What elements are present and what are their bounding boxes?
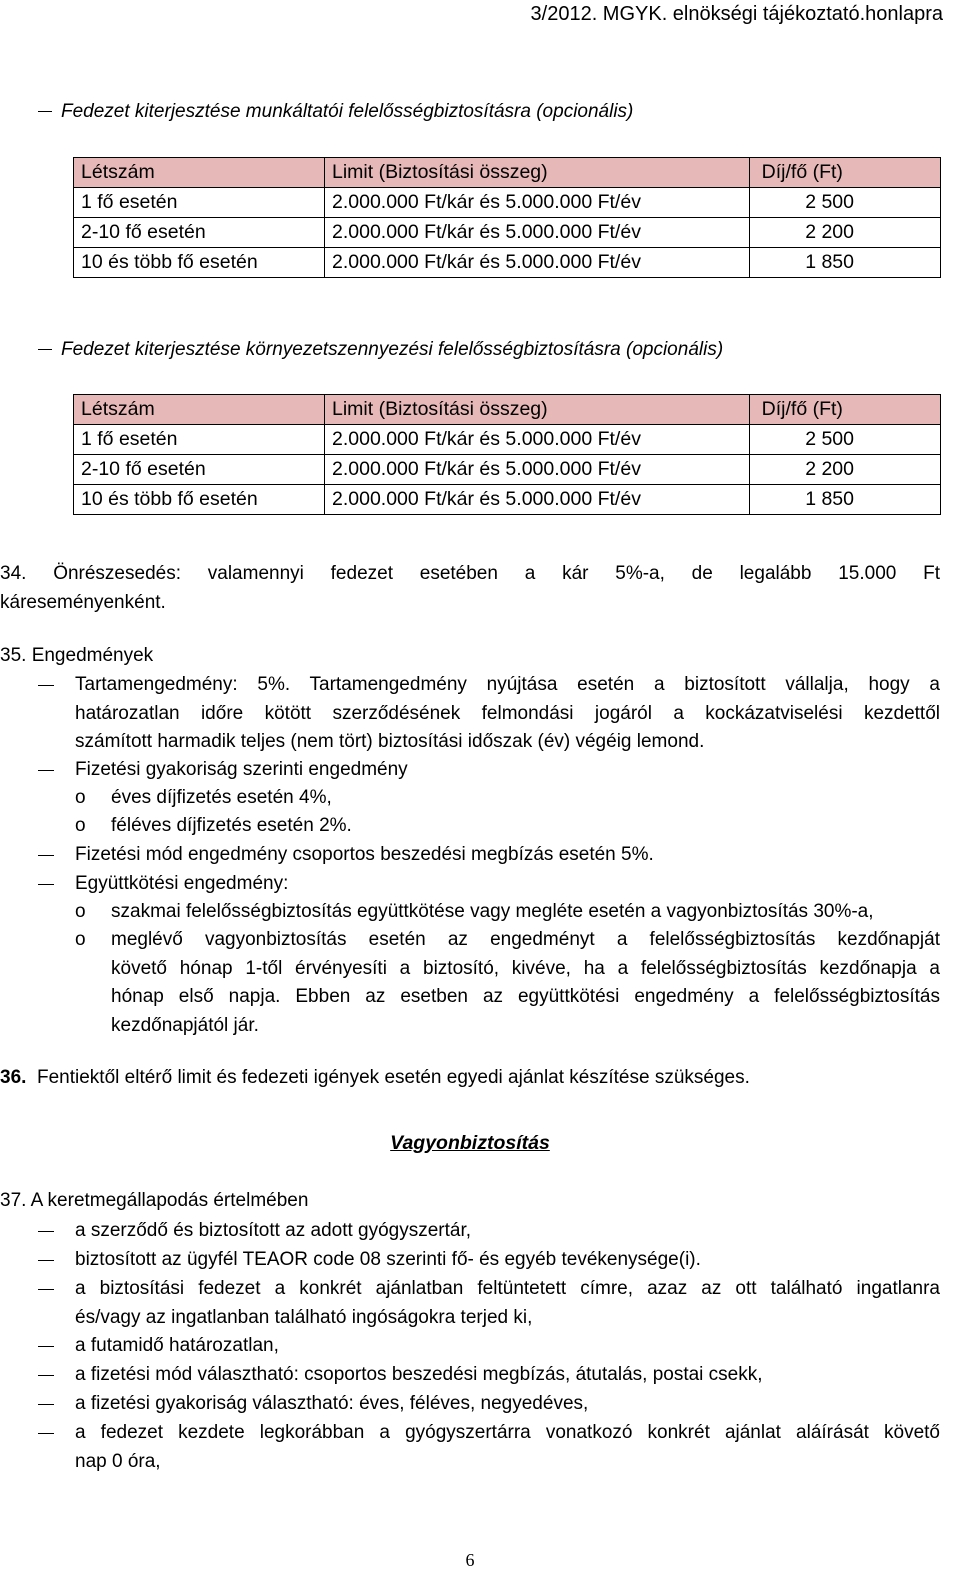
table-row: [74, 485, 941, 515]
item-35-bullet-1: [75, 671, 940, 757]
dash-bullet-icon: [38, 1404, 54, 1405]
item-37-bullet-3: [75, 1275, 940, 1332]
sub-item: éves díjfizetés esetén 4%,: [111, 787, 332, 808]
page-number: 6: [465, 1550, 475, 1570]
text-line: kezdőnapjától jár.: [111, 1014, 259, 1036]
table-cell: 1 fő esetén: [74, 188, 325, 218]
item-37-bullet-4: a futamidő határozatlan,: [75, 1335, 279, 1356]
sub-item: féléves díjfizetés esetén 2%.: [111, 815, 352, 836]
dash-bullet-icon: [38, 1260, 54, 1261]
table-cell: 2.000.000 Ft/kár és 5.000.000 Ft/év: [325, 188, 750, 218]
employer-liability-table: [73, 157, 941, 278]
text-line: Tartamengedmény: 5%. Tartamengedmény nyújtása esetén a biztosított vállalja, hogy a: [75, 674, 940, 695]
item-37-bullet-2: biztosított az ügyfél TEAOR code 08 szerinti fő- és egyéb tevékenysége(i).: [75, 1249, 701, 1270]
column-header: Limit (Biztosítási összeg): [325, 158, 750, 188]
dash-bullet-icon: [38, 349, 52, 350]
item-36-text: Fentiektől eltérő limit és fedezeti igények esetén egyedi ajánlat készítése szükséges.: [37, 1067, 750, 1088]
table-cell: 2.000.000 Ft/kár és 5.000.000 Ft/év: [325, 218, 750, 248]
column-header: Létszám: [74, 395, 325, 425]
table-cell: 2.000.000 Ft/kár és 5.000.000 Ft/év: [325, 425, 750, 455]
column-header: Limit (Biztosítási összeg): [325, 395, 750, 425]
dash-bullet-icon: [38, 770, 54, 771]
text-line: a biztosítási fedezet a konkrét ajánlatban feltüntetett címre, azaz az ott található ingatlanra: [75, 1278, 940, 1299]
table-cell: 2-10 fő esetén: [74, 218, 325, 248]
item-34-line: káreseményenként.: [0, 591, 166, 613]
column-header: Létszám: [74, 158, 325, 188]
environment-liability-bullet: [38, 339, 723, 361]
item-37-bullet-5: a fizetési mód választható: csoportos beszedési megbízás, átutalás, postai csekk,: [75, 1364, 763, 1385]
text-line: határozatlan időre kötött szerződésének felmondási jogáról a kockázatviselési kezdettől: [75, 702, 940, 724]
item-36-number: 36.: [0, 1067, 27, 1088]
table-cell: 2 200: [749, 455, 940, 485]
item-35-bullet-3: Fizetési mód engedmény csoportos beszedési megbízás esetén 5%.: [75, 844, 654, 865]
employer-liability-text: Fedezet kiterjesztése munkáltatói felelősségbiztosításra (opcionális): [61, 101, 634, 122]
item-34: [0, 560, 940, 617]
table-row: [74, 425, 941, 455]
text-line: hónap első napja. Ebben az esetben az együttkötési engedmény a felelősségbiztosítás: [111, 986, 940, 1007]
table-cell: 10 és több fő esetén: [74, 248, 325, 278]
dash-bullet-icon: [38, 1375, 54, 1376]
sub-marker: o: [75, 929, 86, 950]
table-row: [74, 188, 941, 218]
text-line: számított harmadik teljes (nem tört) biztosítási időszak (év) végéig lemond.: [75, 731, 705, 752]
sub-marker: o: [75, 787, 86, 808]
section-title: Vagyonbiztosítás: [390, 1132, 550, 1154]
text-line: követő hónap 1-től érvényesíti a biztosító, kivéve, ha a felelősségbiztosítás kezdőnapja a: [111, 957, 940, 979]
table-cell: 1 fő esetén: [74, 425, 325, 455]
table-row: [74, 248, 941, 278]
sub-marker: o: [75, 901, 86, 922]
dash-bullet-icon: [38, 1346, 54, 1347]
text-line: és/vagy az ingatlanban található ingóságokra terjed ki,: [75, 1306, 533, 1328]
text-line: a fedezet kezdete legkorábban a gyógyszertárra vonatkozó konkrét ajánlat aláírását követő: [75, 1422, 940, 1443]
column-header: Díj/fő (Ft): [749, 158, 940, 188]
table-cell: 2.000.000 Ft/kár és 5.000.000 Ft/év: [325, 455, 750, 485]
table-cell: 2 500: [749, 425, 940, 455]
table-row: [74, 218, 941, 248]
column-header: Díj/fő (Ft): [749, 395, 940, 425]
running-header: 3/2012. MGYK. elnökségi tájékoztató.honlapra: [530, 3, 943, 25]
employer-liability-bullet: [38, 101, 633, 123]
item-37-bullet-1: a szerződő és biztosított az adott gyógyszertár,: [75, 1220, 472, 1241]
text-line: nap 0 óra,: [75, 1450, 161, 1472]
text-line: meglévő vagyonbiztosítás esetén az engedményt a felelősségbiztosítás kezdőnapját: [111, 929, 940, 950]
dash-bullet-icon: [38, 884, 54, 885]
table-cell: 2-10 fő esetén: [74, 455, 325, 485]
dash-bullet-icon: [38, 1289, 54, 1290]
sub-item: szakmai felelősségbiztosítás együttkötése vagy megléte esetén a vagyonbiztosítás 30%-a,: [111, 901, 874, 922]
table-cell: 10 és több fő esetén: [74, 485, 325, 515]
table-cell: 2 200: [749, 218, 940, 248]
dash-bullet-icon: [38, 685, 54, 686]
item-35-bullet-2: Fizetési gyakoriság szerinti engedmény: [75, 759, 408, 780]
table-cell: 1 850: [749, 248, 940, 278]
environment-liability-text: Fedezet kiterjesztése környezetszennyezési felelősségbiztosításra (opcionális): [61, 339, 724, 360]
dash-bullet-icon: [38, 1433, 54, 1434]
table-cell: 2.000.000 Ft/kár és 5.000.000 Ft/év: [325, 485, 750, 515]
table-header-row: [74, 395, 941, 425]
table-cell: 1 850: [749, 485, 940, 515]
item-35-bullet-4: Együttkötési engedmény:: [75, 873, 289, 894]
table-cell: 2.000.000 Ft/kár és 5.000.000 Ft/év: [325, 248, 750, 278]
dash-bullet-icon: [38, 111, 52, 112]
dash-bullet-icon: [38, 855, 54, 856]
item-37-title: 37. A keretmegállapodás értelmében: [0, 1190, 309, 1211]
item-37-bullet-6: a fizetési gyakoriság választható: éves, féléves, negyedéves,: [75, 1393, 589, 1414]
sub-marker: o: [75, 815, 86, 836]
table-cell: 2 500: [749, 188, 940, 218]
item-34-line: 34. Önrészesedés: valamennyi fedezet esetében a kár 5%-a, de legalább 15.000 Ft: [0, 563, 940, 584]
item-35-title: 35. Engedmények: [0, 645, 154, 666]
table-header-row: [74, 158, 941, 188]
environment-liability-table: [73, 394, 941, 515]
table-row: [74, 455, 941, 485]
dash-bullet-icon: [38, 1231, 54, 1232]
sub-item-combined: [111, 926, 940, 1040]
item-37-bullet-7: [75, 1419, 940, 1476]
